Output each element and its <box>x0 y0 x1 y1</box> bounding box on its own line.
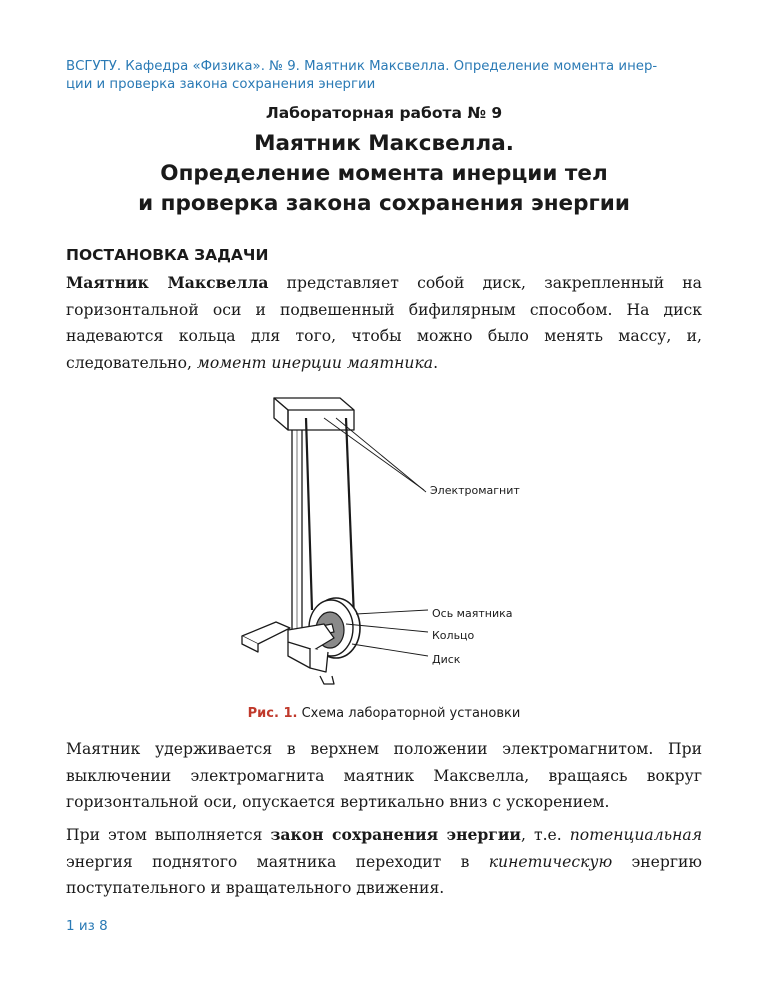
paragraph-intro <box>66 270 702 376</box>
page-title <box>0 129 768 219</box>
caption-text: Схема лабораторной установки <box>297 706 521 721</box>
energy-text-2: , т.е. <box>521 826 570 844</box>
intro-end: . <box>433 353 439 372</box>
pendulum-diagram <box>228 388 538 690</box>
term-energy-conservation: закон сохранения энергии <box>270 825 521 844</box>
running-header-line-2: ции и проверка закона сохранения энергии <box>66 77 376 92</box>
label-disk: Диск <box>432 653 461 666</box>
intro-text: представляет собой диск, закрепленный на горизонтальной оси и подвешенный бифилярным способом. На диск надеваются кольца для того, чтобы можно было менять массу, и, следовательно, <box>66 274 702 372</box>
paragraph-energy <box>66 822 702 902</box>
title-line-2: Определение момента инерции тел <box>160 161 608 186</box>
label-pendulum-axis: Ось маятника <box>432 607 513 620</box>
energy-text-3: энергия поднятого маятника переходит в <box>66 852 489 871</box>
title-line-3: и проверка закона сохранения энергии <box>138 191 630 216</box>
term-kinetic: кинетическую <box>488 852 613 871</box>
title-line-1: Маятник Максвелла. <box>254 131 514 156</box>
energy-text-4: энергию поступательного и вращательного движения. <box>66 852 702 897</box>
term-potential: потенциальная <box>569 826 703 844</box>
running-header <box>66 58 706 94</box>
energy-text-1: При этом выполняется <box>66 826 271 844</box>
term-moment-of-inertia: момент инерции маятника <box>196 353 434 372</box>
caption-label: Рис. 1. <box>247 706 298 721</box>
running-header-line-1: ВСГУТУ. Кафедра «Физика». № 9. Маятник Максвелла. Определение момента инер- <box>66 59 658 74</box>
paragraph-release: Маятник удерживается в верхнем положении электромагнитом. При выключении электромагнита маятник Максвелла, вращаясь вокруг горизонтальной оси, опускается вертикально вниз с ускорением. <box>66 740 702 811</box>
page-number: 1 из 8 <box>66 918 108 934</box>
lab-number: Лабораторная работа № 9 <box>265 104 503 122</box>
label-electromagnet: Электромагнит <box>430 484 520 497</box>
term-maxwell-pendulum: Маятник Максвелла <box>66 273 269 292</box>
section-heading: ПОСТАНОВКА ЗАДАЧИ <box>66 246 269 264</box>
figure-caption <box>0 706 768 721</box>
label-ring: Кольцо <box>432 629 475 642</box>
